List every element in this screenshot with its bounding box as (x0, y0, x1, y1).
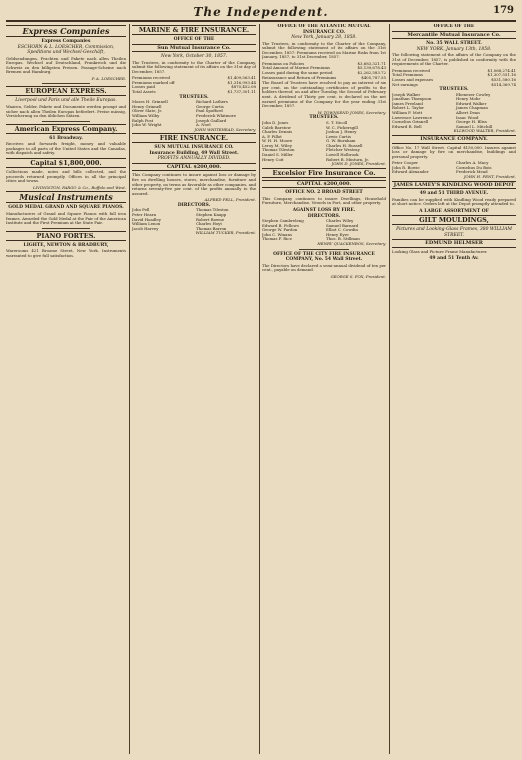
company-name: Sun Mutual Insurance Co. (132, 44, 256, 53)
fire-insurance-header: FIRE INSURANCE. (132, 133, 256, 143)
trustee-name: Fletcher Westray (326, 147, 360, 153)
trustee-name: Robert B. Minturn, Jr. (326, 156, 369, 162)
atlantic-items (262, 62, 386, 80)
masthead (6, 4, 516, 22)
statement-row: Total Assets $1,737,301.11 (132, 89, 256, 95)
trustee-name: Robert L. Taylor (392, 105, 425, 111)
fire-capital: CAPITAL $200,000. (132, 163, 256, 172)
trustee-name: Joseph Walker (392, 91, 421, 97)
trustee-name: Lawrence Lawrence (392, 114, 433, 120)
director-name: Henry Eyre (326, 231, 349, 237)
kindling-address: 49 and 51 THIRD AVENUE. (419, 191, 489, 197)
trustee-name: Paul Spofford (196, 108, 223, 114)
statement-items (132, 76, 256, 94)
director-name: Charles Hoyt (196, 221, 222, 227)
trustee-name: Daniel S. Miller (262, 152, 293, 158)
dividend-body: The Board of Trustees have resolved to pay an interest of six per cent. on the outstanding certificates of profits to the holders thereof, on and after Tuesday, the Second of February next. A dividend of Thirty per cent. is declared on the net earned premiums of the Company for the year ending 31st December, 1857. (262, 80, 386, 109)
atlantic-date: New York, January 28, 1858. (291, 35, 357, 40)
column-3 (262, 24, 386, 754)
director-list (262, 219, 386, 242)
director-name: Edward Alexander (392, 169, 429, 175)
express-lead: ESCHORN & L. LOESCHER, Commission, Speditions und Wechsel-Geschäft, (17, 44, 115, 55)
european-body: Waaren, Gelder, Pakete und Documente werden prompt und sicher nach allen Theilen Europas befördert. Preise mässig, Versicherung zu den üblichen Sätzen. (6, 103, 126, 119)
statement-row: Net earnings $514,369.74 (392, 81, 516, 87)
trustee-name: Frederick Whitmore (196, 112, 237, 118)
director-name: Peter Cooper (392, 160, 419, 166)
director-name: David Hoadley (132, 216, 161, 222)
column-2 (132, 24, 256, 754)
director-name: Thos. B. Stillman (326, 236, 360, 242)
city-fire-signature: GEORGE S. FOX, President. (330, 273, 386, 279)
statement-row: Reinsurance and Return of Premiums $405,787.55 (262, 74, 386, 80)
musical-instruments-header: Musical Instruments (6, 191, 126, 203)
trustees-signature: JOHN WHITEHEAD, Secretary. (194, 126, 256, 132)
gilt-lead: A LARGE ASSORTMENT OF (419, 208, 489, 214)
city-fire-body: The Directors have declared a semi-annual dividend of ten per cent., payable on demand. (262, 262, 386, 273)
director-name: John C. Winans (262, 231, 292, 237)
statement-row: Premiums marked off $1,316,993.44 (132, 79, 256, 85)
mercantile-company: Mercantile Mutual Insurance Co. (392, 31, 516, 40)
excelsior-address: OFFICE NO. 2 BROAD STREET (285, 190, 363, 196)
musical-body: Manufacturers of Grand and Square Pianos with full iron frames. Awarded the Gold Medal at the Fair of the American Institute and the First Premium at the State Fair. (6, 210, 126, 226)
mercantile-address: No. 35 WALL STREET. (426, 41, 482, 46)
trustee-list (392, 93, 516, 130)
trustee-name: Isaac Wood (456, 114, 479, 120)
statement-row: Total Premiums $1,307,551.16 (392, 72, 516, 78)
excelsior-body: This Company continues to insure Dwellings, Household Furniture, Merchandise, Vessels in Port, and other property. (262, 195, 386, 206)
statement-row: Losses paid $870,452.08 (132, 84, 256, 90)
trustee-name: Joshua J. Henry (326, 129, 357, 135)
trustee-name: Henry Mohr (456, 96, 481, 102)
dividend-signature: W. TOWNSEND JONES, Secretary. (317, 109, 386, 115)
director-name: Thomas F. Rice (262, 236, 292, 242)
trustee-name: A. P. Pillot (262, 133, 282, 139)
trustee-name: William Wilby (132, 112, 160, 118)
trustee-name: John D. Jones (262, 119, 289, 125)
statement-row: Premiums received $1,409,563.41 (132, 75, 256, 81)
piano-fortes-header: PIANO FORTES. (6, 231, 126, 241)
divider (299, 249, 349, 250)
trustee-name: James Freeland (392, 100, 423, 106)
excelsior-signature: HENRY QUACKENBOS, Secretary. (317, 241, 386, 246)
gilt-mouldings-header: GILT MOULDINGS, (392, 215, 516, 225)
director-name: George W. Fardon (262, 227, 298, 233)
trustee-name: Lewis Curtis (326, 133, 351, 139)
capital-body: Collections made, notes and bills collected, and the proceeds returned promptly. Offices in all the principal cities and towns. (6, 169, 126, 184)
director-name: Peter Hearn (132, 211, 157, 217)
insurance-body: Office No. 17 Wall Street. Capital $150,000. Insures against loss or damage by fire on merchandise, buildings and personal property. (392, 144, 516, 159)
column-rule (389, 24, 390, 754)
trustees-header: TRUSTEES. (309, 115, 339, 121)
trustee-name: Henry Coit (262, 156, 284, 162)
director-name: Stephen Knapp (196, 211, 227, 217)
trustee-name: W. H. H. Moore (262, 138, 293, 144)
trustee-name: Moses H. Grinnell (132, 99, 168, 105)
trustee-name: Cornelius Grinnell (392, 119, 429, 125)
statement-body: The Trustees, in conformity to the Charter of the Company, submit the following statement of its affairs on the 31st day of December, 1857. (132, 59, 256, 74)
divider (42, 121, 90, 122)
city-fire-header: OFFICE OF THE CITY FIRE INSURANCE COMPANY, No. 54 Wall Street. (273, 251, 375, 263)
office-of-label: OFFICE OF THE (433, 24, 475, 29)
trustee-name: Thomas Tileston (262, 147, 295, 153)
divider (42, 228, 90, 229)
piano-sub: LIGHTE, NEWTON & BRADBURY, (23, 242, 109, 248)
trustees-header: TRUSTEES. (439, 87, 469, 93)
helmser-body: Looking Glass and Picture Frame Manufacturer. (392, 248, 488, 254)
trustee-name: Albert Dean (456, 110, 480, 116)
masthead-title: The Independent. (193, 5, 329, 19)
atlantic-office: OFFICE OF THE ATLANTIC MUTUAL INSURANCE CO. (277, 24, 371, 35)
page-number: 179 (493, 5, 514, 16)
director-name: Thomas Barron (196, 225, 227, 231)
trustee-name: Charles H. Russell (326, 142, 363, 148)
european-express-header: EUROPEAN EXPRESS. (6, 86, 126, 96)
director-name: Frederick Mead (456, 169, 488, 175)
express-body: Geldsendungen, Frachten und Pakete nach allen Theilen Europas. Wechsel auf Deutschland, Frankreich und die Schweiz zu den billigsten Preisen. Passage-Scheine nach Bremen und Hamburg. (6, 55, 126, 75)
trustees-signature: ELLWOOD WALTER, President. (453, 128, 516, 134)
trustee-list (132, 100, 256, 128)
express-companies-header: Express Companies (6, 25, 126, 37)
trustee-name: George Curtis (196, 103, 224, 109)
mercantile-date: NEW YORK, January 13th, 1858. (416, 46, 492, 52)
directors-header: DIRECTORS. (177, 202, 211, 208)
american-body: Receives and forwards freight, money and valuable packages to all parts of the United States and the Canadas, with dispatch and safety. (6, 141, 126, 156)
director-name: Jacob Harvey (132, 225, 159, 231)
trustee-name: John W. Wright (132, 122, 162, 128)
directors-signature: JOHN H. PENT, President. (463, 174, 516, 180)
column-1 (6, 24, 126, 754)
fire-signature: ALFRED PELL, President. (204, 197, 256, 203)
express-signature: P. A. LOESCHER. (91, 75, 126, 81)
column-rule (129, 24, 130, 754)
director-name: Cornelius Du Bois (456, 164, 492, 170)
trustee-name: Samuel L. Mitchill (456, 123, 493, 129)
helmser-name: EDMUND HELMSER (392, 239, 516, 248)
piano-body: Warerooms 421 Broome Street, New York. Instruments warranted to give full satisfaction. (6, 248, 126, 258)
excelsior-capital: CAPITAL $200,000. (262, 180, 386, 189)
trustee-name: William F. Mott (392, 110, 423, 116)
trustees-header: TRUSTEES. (179, 94, 209, 100)
mercantile-body: The following statement of the affairs of the Company on the 31st of December, 1857, is published in conformity with the requirements of the Charter. (392, 52, 516, 67)
european-sub: Liverpool und Paris und alle Theile Europas. (15, 98, 117, 104)
trustee-name: Edward R. Bell (392, 123, 422, 129)
director-name: Thomas Tileston (196, 207, 229, 213)
statement-row: Premiums on Policies $3,683,321.71 (262, 60, 386, 66)
excelsior-tagline: AGAINST LOSS BY FIRE. (292, 208, 356, 214)
trustee-name: Richard Lathers (196, 99, 228, 105)
trustees-signature: JOHN D. JONES, President. (331, 161, 386, 167)
director-list (392, 161, 516, 175)
capital-header: Capital $1,800,000. (6, 158, 126, 168)
director-name: Samuel Barnard (326, 222, 359, 228)
directors-header: DIRECTORS. (307, 213, 341, 219)
trustee-name: Leroy M. Wiley (262, 142, 292, 148)
express-sub: Express Companies (41, 39, 91, 44)
trustee-name: James Chapman (456, 105, 488, 111)
column-4 (392, 24, 516, 754)
trustee-name: Edward Walker (456, 100, 487, 106)
american-address: 61 Broadway. (49, 135, 83, 141)
trustee-name: Oliver Slate, Jr. (132, 108, 163, 114)
fire-body: This Company continues to insure against loss or damage by fire on dwelling houses, stores, merchandise, furniture and other property, on terms as favorable as other companies, and returns seventy-five per cent. of the profits annually to the assured. (132, 172, 256, 196)
statement-row: Losses paid during the same period $2,262,583.72 (262, 70, 386, 76)
fire-address: Insurance Building, 49 Wall Street. (149, 150, 239, 156)
statement-row: Losses and expenses $531,580.16 (392, 76, 516, 82)
kindling-body: Families can be supplied with Kindling Wood ready prepared at short notice. Orders left at the Depot promptly attended to. (392, 196, 516, 207)
divider (42, 83, 90, 84)
trustee-name: Joseph Gaillard (196, 117, 227, 123)
trustee-list (262, 121, 386, 162)
date-line: New York, October 30, 1857. (160, 54, 228, 59)
insurance-company-header: INSURANCE COMPANY. (392, 135, 516, 144)
trustee-name: Ralph Post (132, 117, 154, 123)
director-name: Stephen Cambreleng (262, 218, 304, 224)
trustee-name: Jonathan Thompson (392, 96, 432, 102)
director-name: Elliot C. Cowdin (326, 227, 358, 233)
trustee-name: G. W. Burnham (326, 138, 356, 144)
statement-row: Premiums received $1,068,274.41 (392, 67, 516, 73)
director-name: Edward B. Fellows (262, 222, 299, 228)
trustee-name: Ebenezer Cowley (456, 91, 491, 97)
capital-signature: LIVINGSTON, FARGO & Co., Buffalo and West. (33, 184, 126, 190)
trustee-name: Caleb Barstow (262, 124, 291, 130)
excelsior-header: Excelsior Fire Insurance Co. (262, 168, 386, 178)
director-name: John R. Bowie (392, 164, 420, 170)
mercantile-items (392, 69, 516, 87)
director-name: Robert Bowne (196, 216, 225, 222)
fire-tagline: PROFITS ANNUALLY DIVIDED. (157, 156, 231, 162)
director-list (132, 208, 256, 231)
columns (6, 24, 516, 754)
fire-company: SUN MUTUAL INSURANCE CO. (154, 145, 234, 151)
kindling-header: JAMES LAMEY'S KINDLING WOOD DEPOT (393, 181, 515, 188)
director-name: John Pell (132, 207, 150, 213)
trustee-name: Lowell Holbrook (326, 152, 359, 158)
trustee-name: Charles Dennis (262, 129, 293, 135)
trustee-name: W. C. Pickersgill (326, 124, 358, 130)
last-signature: WILLIAM TUCKER, President. (195, 230, 256, 236)
director-name: William Lenox (132, 221, 161, 227)
trustee-name: Henry Grinnell (132, 103, 162, 109)
statement-row: Total Amount of Marine Premiums $5,139,678.43 (262, 65, 386, 71)
trustee-name: A. Noel (196, 122, 211, 128)
american-express-header: American Express Company. (6, 124, 126, 134)
column-rule (259, 24, 260, 754)
helmser-address: 49 and 51 Tenth Av. (429, 256, 479, 262)
musical-sub: GOLD MEDAL GRAND AND SQUARE PIANOS. (8, 205, 124, 211)
office-of-label: OFFICE OF THE (173, 37, 215, 42)
gilt-sub: Pictures and Looking-Glass Frames, 380 WILLIAM STREET. (396, 227, 512, 238)
atlantic-body: The Trustees, in conformity to the Charter of the Company, submit the following statement of its affairs on the 31st December, 1857: Premiums received on Marine Risks from 1st January, 1857, to 31st December, 1857. (262, 40, 386, 60)
trustee-name: S. T. Nicoll (326, 119, 348, 125)
director-name: Charles A. Macy (456, 160, 489, 166)
marine-fire-header: MARINE & FIRE INSURANCE. (132, 25, 256, 35)
trustee-name: George H. Bliss (456, 119, 487, 125)
director-name: Charles Wiley (326, 218, 354, 224)
